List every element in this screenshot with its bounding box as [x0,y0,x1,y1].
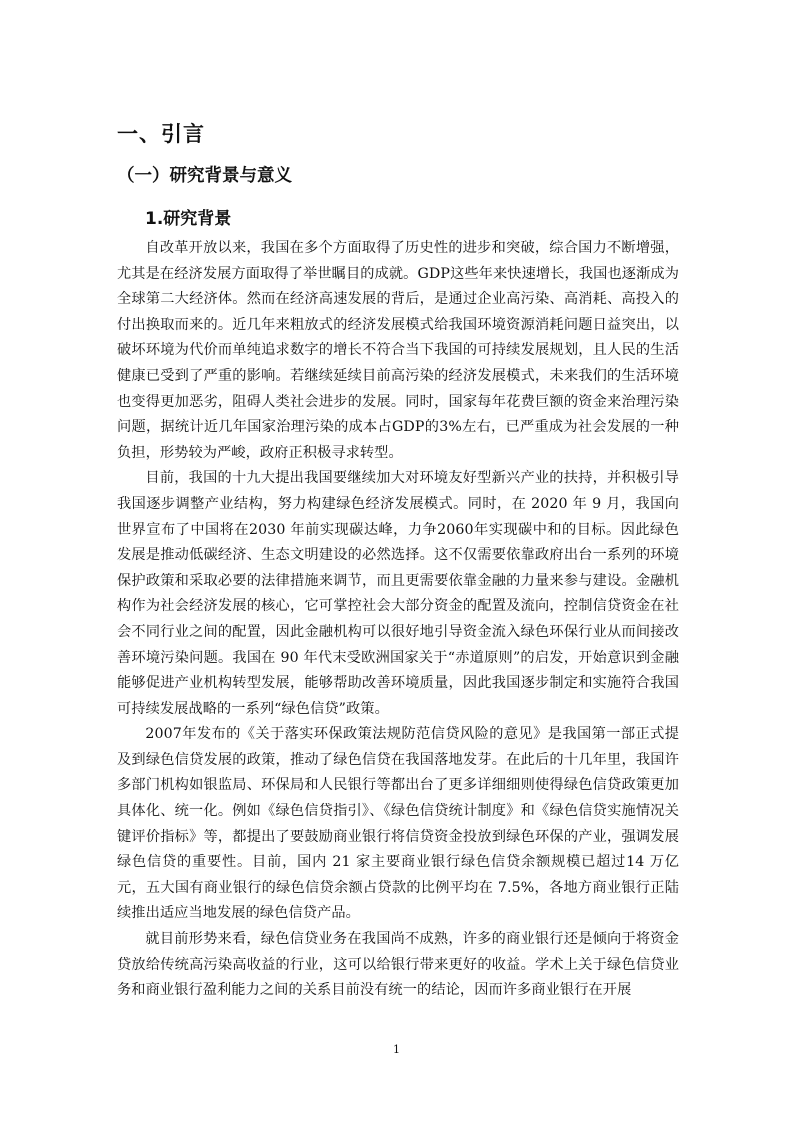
section-heading: 一、引言 [117,122,205,146]
paragraph: 目前，我国的十九大提出我国要继续加大对环境友好型新兴产业的扶持，并积极引导我国逐步调整产业结构，努力构建绿色经济发展模式。同时，在 2020 年 9 月，我国向世界宣布了中国将在2030 年前实现碳达峰，力争2060年实现碳中和的目标。因此绿色发展是推动低碳经济、生态文明建设的必然选择。这不仅需要依靠政府出台一系列的环境保护政策和采取必要的法律措施来调节，而且更需要依靠金融的力量来参与建设。金融机构作为社会经济发展的核心，它可掌控社会大部分资金的配置及流向，控制信贷资金在社会不同行业之间的配置，因此金融机构可以很好地引导资金流入绿色环保行业从而间接改善环境污染问题。我国在 90 年代末受欧洲国家关于“赤道原则”的启发，开始意识到金融能够促进产业机构转型发展，能够帮助改善环境质量，因此我国逐步制定和实施符合我国可持续发展战略的一系列“绿色信贷”政策。 [117,470,679,717]
paragraph: 自改革开放以来，我国在多个方面取得了历史性的进步和突破，综合国力不断增强，尤其是在经济发展方面取得了举世瞩目的成就。GDP这些年来快速增长，我国也逐渐成为全球第二大经济体。然而在经济高速发展的背后，是通过企业高污染、高消耗、高投入的付出换取而来的。近几年来粗放式的经济发展模式给我国环境资源消耗问题日益突出，以破坏环境为代价而单纯追求数字的增长不符合当下我国的可持续发展规划，且人民的生活健康已受到了严重的影响。若继续延续目前高污染的经济发展模式，未来我们的生活环境也变得更加恶劣，阻碍人类社会进步的发展。同时，国家每年花费巨额的资金来治理污染问题，据统计近几年国家治理污染的成本占GDP的3%左右，已严重成为社会发展的一种负担，形势较为严峻，政府正积极寻求转型。 [117,240,679,461]
paragraph: 2007年发布的《关于落实环保政策法规防范信贷风险的意见》是我国第一部正式提及到绿色信贷发展的政策，推动了绿色信贷在我国落地发芽。在此后的十几年里，我国许多部门机构如银监局、环保局和人民银行等都出台了更多详细细则使得绿色信贷政策更加具体化、统一化。例如《绿色信贷指引》、《绿色信贷统计制度》和《绿色信贷实施情况关键评价指标》等，都提出了要鼓励商业银行将信贷资金投放到绿色环保的产业，强调发展绿色信贷的重要性。目前，国内 21 家主要商业银行绿色信贷余额规模已超过14 万亿元，五大国有商业银行的绿色信贷余额占贷款的比例平均在 7.5%，各地方商业银行正陆续推出适应当地发展的绿色信贷产品。 [117,726,679,922]
page-number: 1 [393,1043,400,1056]
paragraph: 就目前形势来看，绿色信贷业务在我国尚不成熟，许多的商业银行还是倾向于将资金贷放给传统高污染高收益的行业，这可以给银行带来更好的收益。学术上关于绿色信贷业务和商业银行盈利能力之间的关系目前没有统一的结论，因而许多商业银行在开展 [117,931,679,999]
body-text [117,236,679,1004]
subsubsection-heading: 1.研究背景 [145,209,232,229]
subsection-heading: （一）研究背景与意义 [117,166,292,186]
